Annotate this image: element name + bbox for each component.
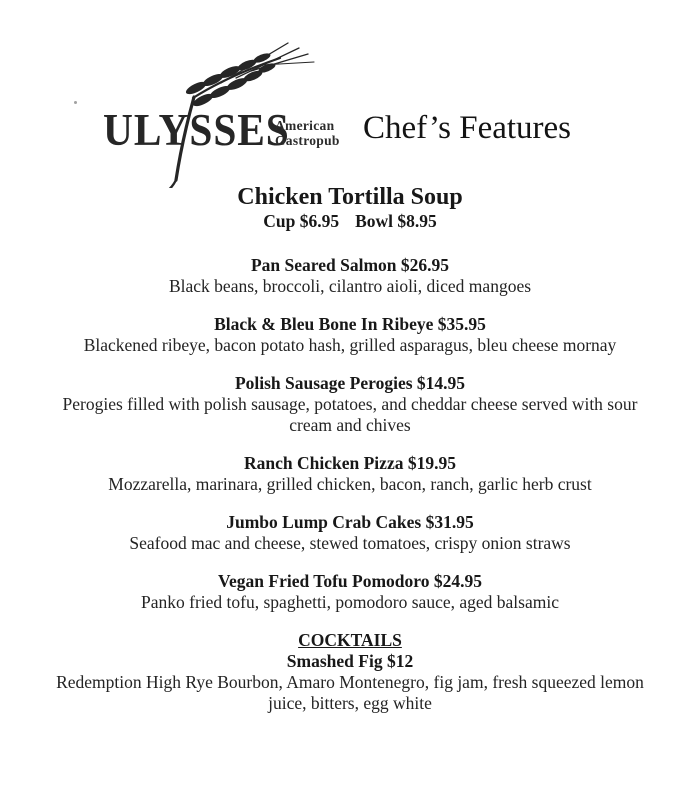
- soup-cup-price: Cup $6.95: [263, 211, 340, 231]
- menu-item-description: Blackened ribeye, bacon potato hash, grilled asparagus, bleu cheese mornay: [83, 335, 617, 355]
- brand-tagline: [275, 118, 340, 148]
- menu-item-name: Jumbo Lump Crab Cakes $31.95: [226, 512, 474, 532]
- brand-tagline-line2: Gastropub: [275, 133, 340, 148]
- menu-content: [40, 184, 660, 731]
- menu-item-description: Perogies filled with polish sausage, potatoes, and cheddar cheese served with sour cream and chives: [62, 394, 638, 435]
- cocktail-item-name: Smashed Fig $12: [286, 651, 414, 671]
- restaurant-logo: [96, 38, 366, 188]
- menu-item: [40, 512, 660, 554]
- menu-item: [40, 571, 660, 613]
- brand-tagline-line1: American: [275, 118, 335, 133]
- featured-soup-name: Chicken Tortilla Soup: [237, 184, 463, 210]
- menu-item-description: Mozzarella, marinara, grilled chicken, bacon, ranch, garlic herb crust: [108, 474, 592, 494]
- menu-item-name: Vegan Fried Tofu Pomodoro $24.95: [218, 571, 482, 591]
- stray-mark: [74, 101, 77, 104]
- menu-item-name: Ranch Chicken Pizza $19.95: [244, 453, 456, 473]
- page-title: Chef’s Features: [363, 110, 572, 146]
- cocktail-item-description: Redemption High Rye Bourbon, Amaro Montenegro, fig jam, fresh squeezed lemon juice, bitters, egg white: [56, 672, 644, 713]
- menu-item-description: Seafood mac and cheese, stewed tomatoes, crispy onion straws: [129, 533, 571, 553]
- menu-item-name: Polish Sausage Perogies $14.95: [234, 373, 466, 393]
- soup-bowl-price: Bowl $8.95: [355, 211, 437, 231]
- menu-item: [40, 373, 660, 436]
- cocktails-heading: COCKTAILS: [298, 630, 402, 650]
- menu-item: [40, 453, 660, 495]
- featured-soup-prices: [40, 211, 660, 232]
- brand-name: ULYSSES: [103, 105, 290, 155]
- cocktails-section: [40, 630, 660, 714]
- menu-item-name: Pan Seared Salmon $26.95: [250, 255, 450, 275]
- menu-item-description: Panko fried tofu, spaghetti, pomodoro sauce, aged balsamic: [141, 592, 559, 612]
- menu-item: [40, 314, 660, 356]
- menu-item: [40, 255, 660, 297]
- menu-item-name: Black & Bleu Bone In Ribeye $35.95: [214, 314, 486, 334]
- menu-item-description: Black beans, broccoli, cilantro aioli, diced mangoes: [168, 276, 532, 296]
- featured-soup: [40, 184, 660, 232]
